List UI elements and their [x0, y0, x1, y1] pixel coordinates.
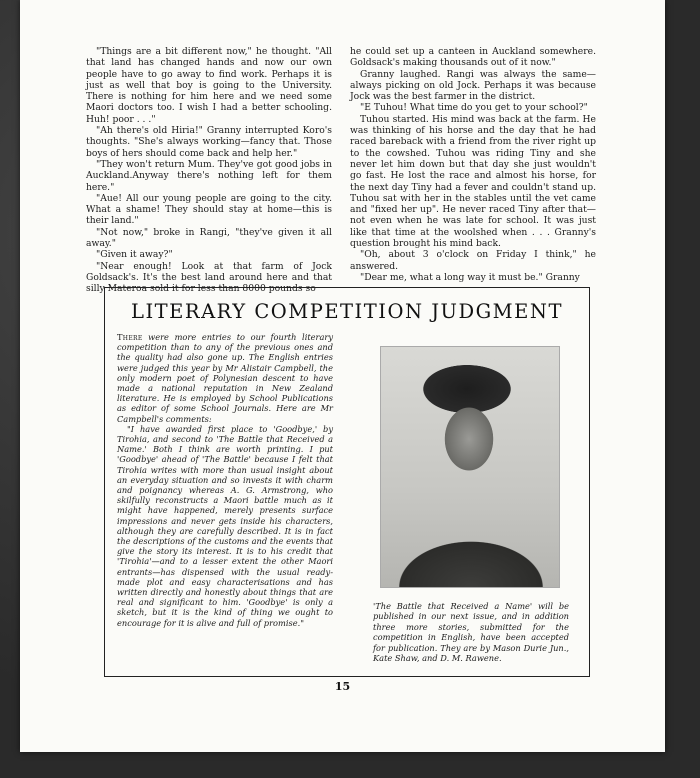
story-paragraph: "Dear me, what a long way it must be." Granny	[360, 271, 580, 283]
judgment-intro-body: were more entries to our fourth literary competition than to any of the previous ones and the quality had also gone up. The English entries were judged this year by Mr Alistair Campbell, the only modern poet of Polynesian descent to have made a national reputation in New Zealand literature. He is employed by School Publications as editor of some School Journals. Here are Mr Campbell's comments:	[117, 332, 333, 424]
judge-portrait-photo	[380, 346, 560, 588]
story-paragraph: "Oh, about 3 o'clock on Friday I think," he answered.	[350, 249, 596, 272]
story-paragraph: "Aue! All our young people are going to the city. What a shame! They should stay at home—this is their land."	[86, 192, 332, 227]
judgment-intro	[117, 332, 333, 424]
story-paragraph: "Near enough! Look at that farm of Jock Goldsack's. It's the best land around here and that silly Materoa sold it for less than 8000 pounds so	[86, 260, 332, 295]
story-paragraph: "Given it away?"	[96, 249, 173, 261]
story-paragraph: "They won't return Mum. They've got good jobs in Auckland.Anyway there's nothing left for them here."	[86, 158, 332, 193]
judgment-box	[104, 287, 590, 677]
judgment-title: LITERARY COMPETITION JUDGMENT	[131, 300, 563, 323]
judgment-comments: "I have awarded first place to 'Goodbye,' by Tirohia, and second to 'The Battle that Received a Name.' Both I think are worth printing. I put 'Goodbye' ahead of 'The Battle' because I felt that Tirohia writes with more than usual insight about an everyday situation and so invests it with charm and poignancy whereas A. G. Armstrong, who skilfully reconstructs a Maori battle much as it might have happened, merely presents surface impressions and never gets inside his characters, although they are carefully described. It is in fact the descriptions of the customs and the events that give the story its interest. It is to his credit that 'Tirohia'—and to a lesser extent the other Maori entrants—has dispensed with the usual ready-made plot and easy characterisations and has written directly and honestly about things that are real and significant to him. 'Goodbye' is only a sketch, but it is the kind of thing we ought to encourage for it is alive and full of promise."	[117, 423, 333, 628]
story-paragraph: "Ah there's old Hiria!" Granny interrupted Koro's thoughts. "She's always working—fancy that. Those boys of hers should come back and help her."	[86, 125, 332, 159]
story-paragraph: "Things are a bit different now," he thought. "All that land has changed hands and now our own people have to go away to find work. Perhaps it is just as well that boy is going to the University. There is nothing for him here and we need some Maori doctors too. I wish I had a better schooling. Huh! poor . . ."	[86, 46, 332, 125]
story-column-left	[86, 46, 332, 295]
story-column-right	[350, 46, 596, 283]
story-paragraph: "E Tuhou! What time do you get to your school?"	[360, 102, 588, 114]
story-paragraph: Granny laughed. Rangi was always the same—always picking on old Jock. Perhaps it was because Jock was the best farmer in the district.	[350, 68, 596, 103]
story-paragraph: he could set up a canteen in Auckland somewhere. Goldsack's making thousands out of it now."	[350, 46, 596, 69]
judgment-lead-word: There	[117, 332, 143, 342]
judgment-text	[117, 332, 333, 628]
story-paragraph: Tuhou started. His mind was back at the farm. He was thinking of his horse and the day that he had raced bareback with a friend from the river right up to the cowshed. Tuhou was riding Tiny and she never let him down but that day she just wouldn't go fast. He lost the race and almost his horse, for the next day Tiny had a fever and couldn't stand up. Tuhou sat with her in the stables until the vet came and "fixed her up". He never raced Tiny after that—not even when he was late for school. It was just like that time at the woolshed when . . . Granny's question brought his mind back.	[350, 113, 596, 250]
magazine-page	[20, 0, 665, 752]
story-paragraph: "Not now," broke in Rangi, "they've given it all away."	[86, 226, 332, 250]
page-number: 15	[334, 680, 351, 693]
photo-caption: 'The Battle that Received a Name' will be published in our next issue, and in addition three more stories, submitted for the competition in English, have been accepted for publication. They are by Mason Durie Jun., Kate Shaw, and D. M. Rawene.	[373, 601, 569, 664]
